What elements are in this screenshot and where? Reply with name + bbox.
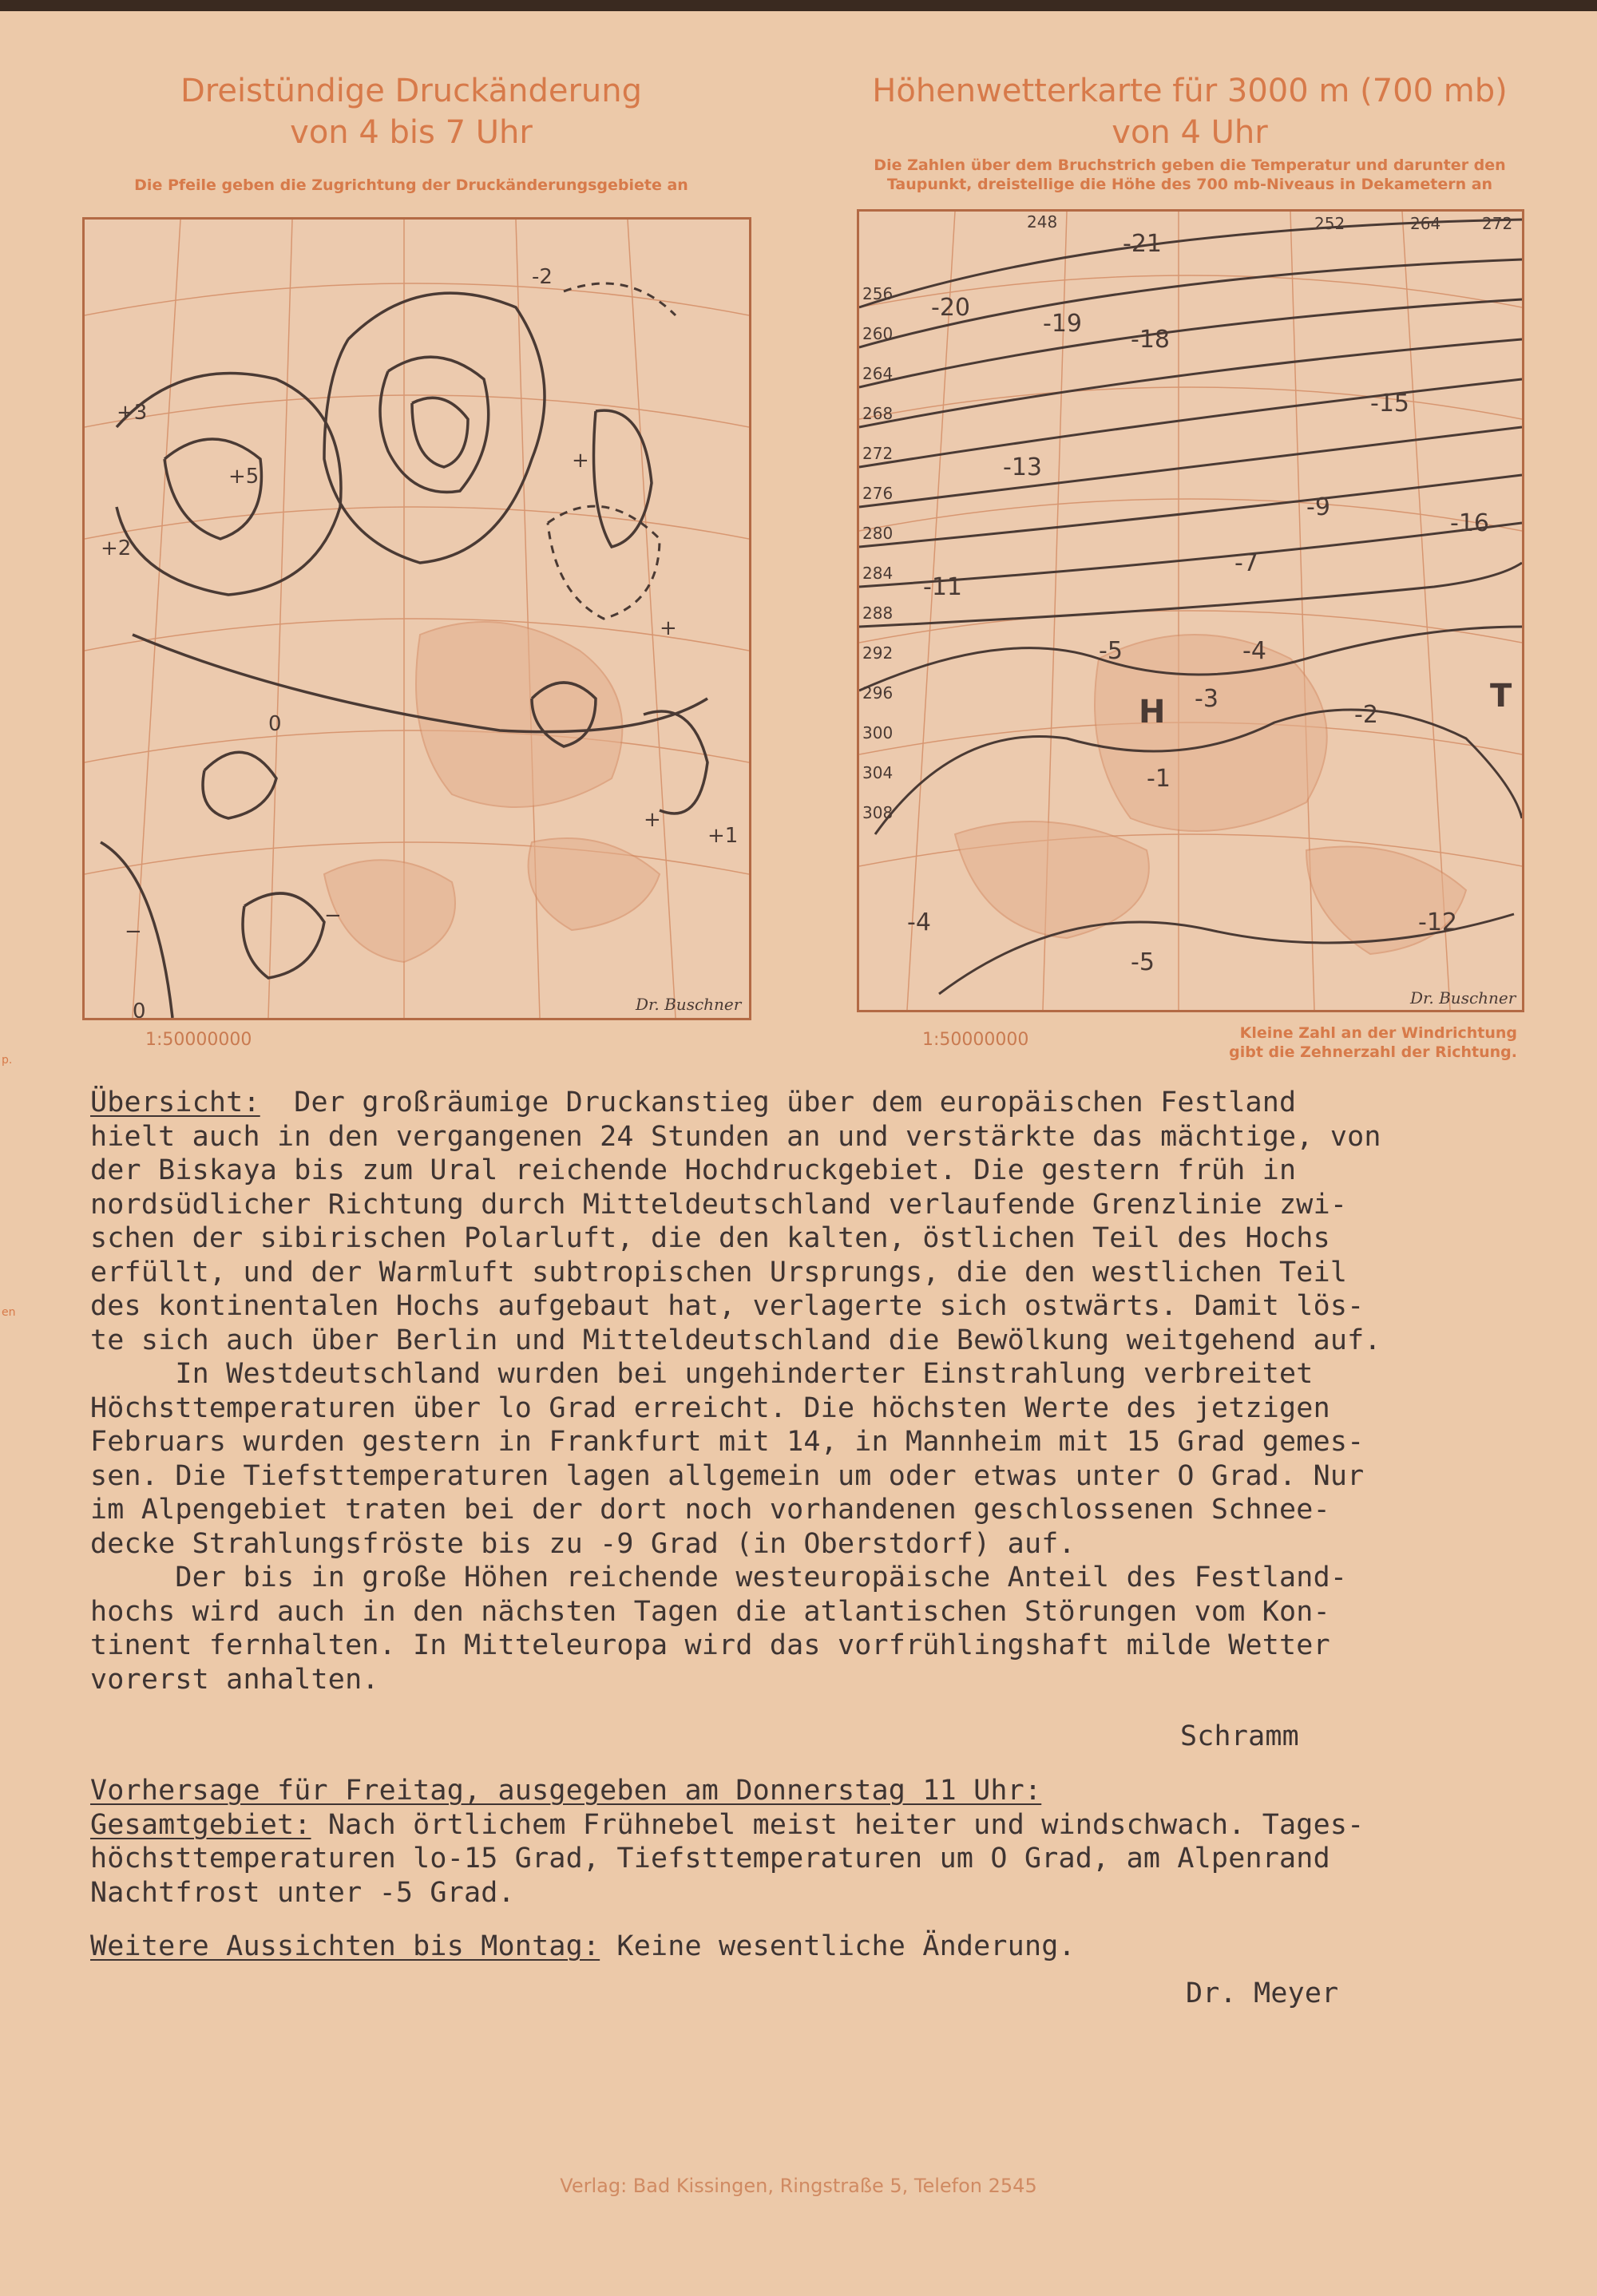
uebersicht-label: Übersicht:	[90, 1087, 260, 1118]
svg-text:-4: -4	[1242, 637, 1266, 665]
svg-text:-12: -12	[1418, 909, 1457, 936]
svg-text:+2: +2	[101, 536, 132, 560]
svg-text:-5: -5	[1131, 948, 1155, 976]
p1-line7: des kontinentalen Hochs aufgebaut hat, verlagerte sich ostwärts. Damit lös-	[90, 1290, 1365, 1322]
uebersicht-paragraph	[90, 1086, 1381, 1696]
left-map-note: Die Pfeile geben die Zugrichtung der Druckänderungsgebiete an	[134, 176, 688, 194]
signature-meyer: Dr. Meyer	[1186, 1977, 1339, 2009]
forecast-heading: Vorhersage für Freitag, ausgegeben am Donnerstag 11 Uhr:	[90, 1775, 1042, 1807]
svg-text:-2: -2	[1354, 701, 1378, 729]
svg-text:300: 300	[862, 723, 894, 742]
right-map-title	[858, 70, 1521, 153]
svg-text:284: 284	[862, 564, 894, 583]
right-map-land	[955, 635, 1466, 954]
svg-text:260: 260	[862, 324, 894, 343]
p1-line8: te sich auch über Berlin und Mitteldeutschland die Bewölkung weitgehend auf.	[90, 1324, 1381, 1356]
svg-text:+: +	[572, 449, 589, 473]
p2-line1: In Westdeutschland wurden bei ungehinderter Einstrahlung verbreitet	[90, 1358, 1314, 1390]
aussichten-text: Keine wesentliche Änderung.	[600, 1930, 1076, 1962]
right-map-wind-note	[1142, 1023, 1517, 1062]
svg-text:-5: -5	[1099, 637, 1123, 665]
svg-text:-20: -20	[931, 294, 970, 322]
svg-text:+1: +1	[707, 824, 739, 848]
svg-text:248: 248	[1027, 212, 1058, 232]
svg-text:-18: -18	[1131, 326, 1170, 354]
svg-text:-13: -13	[1003, 453, 1042, 481]
svg-text:280: 280	[862, 524, 894, 543]
left-map-land	[324, 622, 660, 962]
right-map-graphic	[859, 212, 1522, 1010]
wind-note-line2: gibt die Zehnerzahl der Richtung.	[1229, 1043, 1517, 1061]
p2-line2: Höchsttemperaturen über lo Grad erreicht. Die höchsten Werte des jetzigen	[90, 1391, 1330, 1424]
svg-text:252: 252	[1314, 214, 1345, 233]
svg-text:−: −	[125, 920, 142, 944]
aussichten-line	[90, 1930, 1076, 1964]
svg-text:−: −	[324, 904, 342, 928]
wind-note-line1: Kleine Zahl an der Windrichtung	[1239, 1024, 1517, 1042]
p1-line1: Der großräumige Druckanstieg über dem europäischen Festland	[260, 1087, 1297, 1118]
right-map-title-line1: Höhenwetterkarte für 3000 m (700 mb)	[872, 73, 1508, 109]
p3-line4: vorerst anhalten.	[90, 1663, 379, 1696]
svg-text:268: 268	[862, 404, 894, 423]
svg-text:-2: -2	[532, 265, 553, 289]
right-map-scale: 1:50000000	[922, 1030, 1029, 1050]
left-map	[82, 217, 751, 1020]
svg-text:264: 264	[1410, 214, 1441, 233]
svg-text:308: 308	[862, 803, 894, 822]
margin-mark-en: en	[2, 1306, 16, 1319]
p2-line4: sen. Die Tiefsttemperaturen lagen allgemein um oder etwas unter O Grad. Nur	[90, 1459, 1365, 1492]
p3-line3: tinent fernhalten. In Mitteleuropa wird das vorfrühlingshaft milde Wetter	[90, 1629, 1330, 1661]
aussichten-label: Weitere Aussichten bis Montag:	[90, 1930, 600, 1962]
svg-text:-7: -7	[1234, 549, 1258, 577]
svg-text:+3: +3	[117, 401, 148, 425]
svg-text:296: 296	[862, 683, 894, 703]
right-map-note	[858, 156, 1521, 194]
svg-text:+: +	[644, 808, 661, 832]
svg-text:304: 304	[862, 763, 894, 782]
svg-text:-15: -15	[1370, 390, 1409, 418]
p3-line2: hochs wird auch in den nächsten Tagen die atlantischen Störungen vom Kon-	[90, 1595, 1330, 1628]
svg-text:-9: -9	[1306, 493, 1330, 521]
svg-text:276: 276	[862, 484, 894, 503]
svg-text:272: 272	[862, 444, 894, 463]
svg-text:-16: -16	[1450, 509, 1489, 537]
svg-text:0: 0	[268, 712, 282, 736]
p1-line4: nordsüdlicher Richtung durch Mitteldeutschland verlaufende Grenzlinie zwi-	[90, 1188, 1348, 1221]
svg-text:-19: -19	[1043, 310, 1082, 338]
p2-line6: decke Strahlungsfröste bis zu -9 Grad (in Oberstdorf) auf.	[90, 1527, 1076, 1560]
svg-text:-21: -21	[1123, 230, 1162, 258]
left-map-title-line2: von 4 bis 7 Uhr	[290, 114, 533, 151]
p1-line2: hielt auch in den vergangenen 24 Stunden an und verstärkte das mächtige, von	[90, 1120, 1381, 1153]
svg-text:288: 288	[862, 604, 894, 623]
left-map-title-line1: Dreistündige Druckänderung	[180, 73, 642, 109]
svg-text:H: H	[1139, 694, 1166, 730]
svg-text:272: 272	[1482, 214, 1513, 233]
forecast-line1: Nach örtlichem Frühnebel meist heiter und windschwach. Tages-	[311, 1808, 1365, 1841]
right-map-title-line2: von 4 Uhr	[1112, 114, 1268, 151]
forecast-line3: Nachtfrost unter -5 Grad.	[90, 1876, 515, 1909]
right-map-note-line1: Die Zahlen über dem Bruchstrich geben die Temperatur und darunter den	[874, 156, 1506, 174]
forecast-line2: höchsttemperaturen lo-15 Grad, Tiefsttemperaturen um O Grad, am Alpenrand	[90, 1843, 1330, 1874]
left-map-scale: 1:50000000	[145, 1030, 252, 1050]
svg-text:292: 292	[862, 643, 894, 663]
svg-text:+: +	[660, 616, 677, 640]
left-map-title	[92, 70, 731, 153]
svg-text:264: 264	[862, 364, 894, 383]
left-map-dashed-isallobars	[548, 283, 676, 619]
svg-text:T: T	[1490, 678, 1512, 715]
svg-text:-11: -11	[923, 573, 962, 601]
p2-line3: Februars wurden gestern in Frankfurt mit 14, in Mannheim mit 15 Grad gemes-	[90, 1426, 1365, 1458]
p1-line3: der Biskaya bis zum Ural reichende Hochdruckgebiet. Die gestern früh in	[90, 1154, 1297, 1186]
svg-text:0: 0	[133, 1000, 146, 1018]
publisher-footer: Verlag: Bad Kissingen, Ringstraße 5, Telefon 2545	[560, 2175, 1037, 2197]
p2-line5: im Alpengebiet traten bei der dort noch vorhandenen geschlossenen Schnee-	[90, 1494, 1330, 1526]
svg-text:+5: +5	[228, 465, 260, 489]
svg-text:-4: -4	[907, 909, 931, 936]
gesamtgebiet-label: Gesamtgebiet:	[90, 1808, 311, 1841]
p3-line1: Der bis in große Höhen reichende westeuropäische Anteil des Festland-	[90, 1562, 1348, 1593]
svg-text:256: 256	[862, 284, 894, 303]
right-map-signature: Dr. Buschner	[1410, 988, 1516, 1007]
left-map-graphic	[85, 220, 749, 1018]
svg-text:-3: -3	[1195, 685, 1219, 713]
forecast-section	[90, 1774, 1364, 1910]
svg-text:-1: -1	[1147, 765, 1171, 793]
right-map-note-line2: Taupunkt, dreistellige die Höhe des 700 mb-Niveaus in Dekametern an	[886, 176, 1493, 193]
p1-line5: schen der sibirischen Polarluft, die den kalten, östlichen Teil des Hochs	[90, 1222, 1330, 1254]
signature-schramm: Schramm	[1180, 1720, 1299, 1752]
right-map	[857, 209, 1524, 1012]
p1-line6: erfüllt, und der Warmluft subtropischen Ursprungs, die den westlichen Teil	[90, 1256, 1348, 1289]
margin-mark-p: p.	[2, 1054, 13, 1067]
paper-top-edge	[0, 0, 1597, 11]
left-map-signature: Dr. Buschner	[636, 995, 742, 1014]
